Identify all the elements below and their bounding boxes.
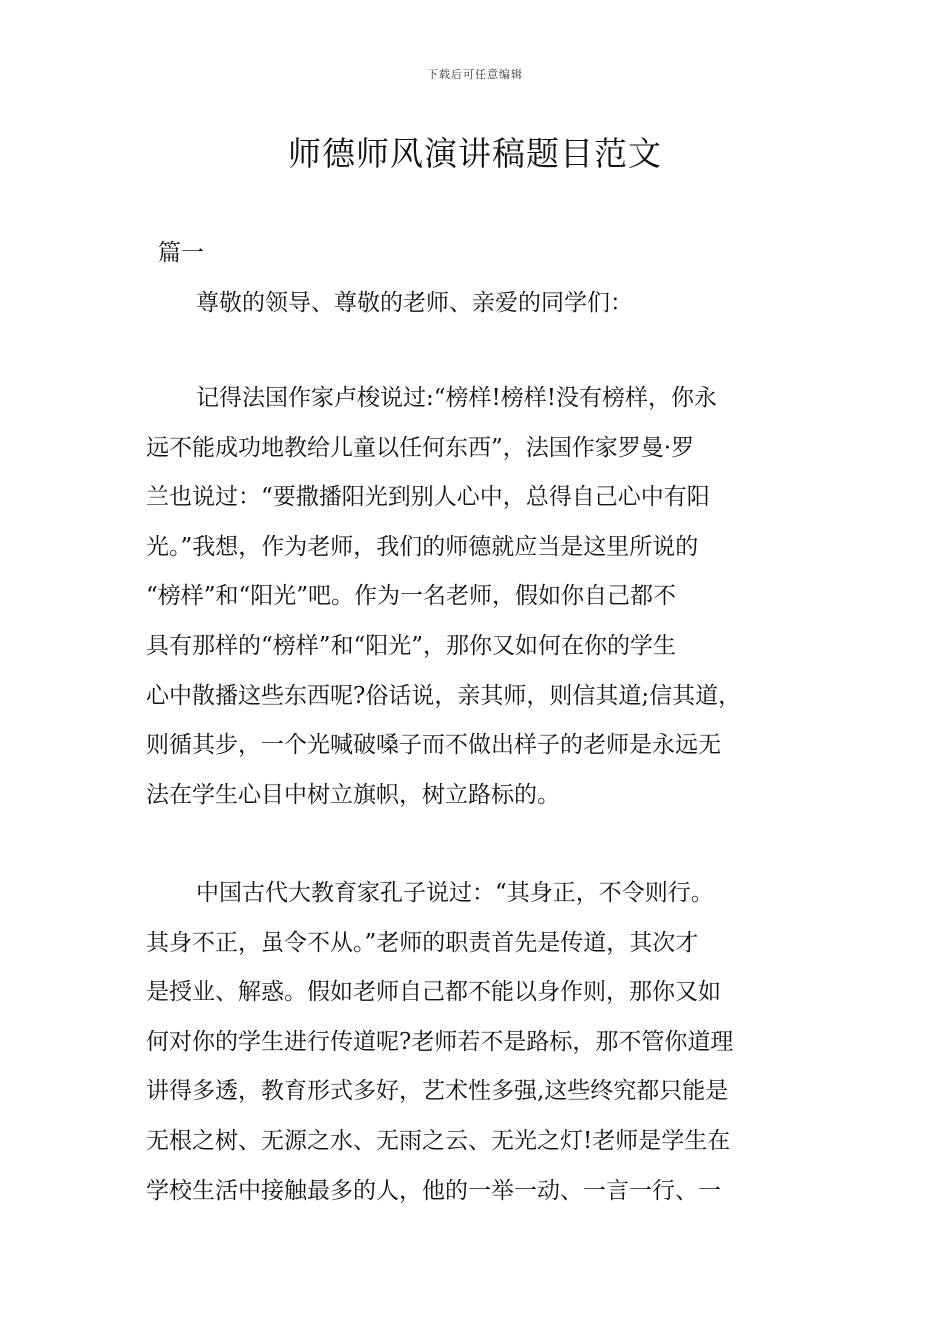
paragraph-line: 心中散播这些东西呢?俗话说，亲其师，则信其道;信其道， <box>146 682 742 709</box>
paragraph-line: 兰也说过：“要撒播阳光到别人心中，总得自己心中有阳 <box>146 484 710 511</box>
salutation: 尊敬的领导、尊敬的老师、亲爱的同学们： <box>196 290 633 316</box>
paragraph-line: 法在学生心目中树立旗帜，树立路标的。 <box>146 781 560 808</box>
paragraph-2 <box>146 869 810 1216</box>
header-note: 下载后可任意编辑 <box>427 68 523 81</box>
paragraph-line: 中国古代大教育家孔子说过：“其身正，不令则行。 <box>196 880 714 906</box>
paragraph-line: 何对你的学生进行传道呢?老师若不是路标，那不管你道理 <box>146 1028 734 1055</box>
paragraph-line: 其身不正，虽令不从。”老师的职责首先是传道，其次才 <box>146 929 699 956</box>
section-label: 篇一 <box>158 240 204 266</box>
paragraph-line: 是授业、解惑。假如老师自己都不能以身作则，那你又如 <box>146 979 721 1006</box>
paragraph-line: 讲得多透，教育形式多好，艺术性多强,这些终究都只能是 <box>146 1078 729 1105</box>
paragraph-line: 则循其步，一个光喊破嗓子而不做出样子的老师是永远无 <box>146 732 721 759</box>
paragraph-line: 光。”我想，作为老师，我们的师德就应当是这里所说的 <box>146 533 699 560</box>
paragraph-1 <box>146 374 810 820</box>
paragraph-line: 学校生活中接触最多的人，他的一举一动、一言一行、一 <box>146 1177 721 1204</box>
document-title: 师德师风演讲稿题目范文 <box>288 134 662 173</box>
paragraph-line: 无根之树、无源之水、无雨之云、无光之灯!老师是学生在 <box>146 1127 731 1154</box>
paragraph-line: 远不能成功地教给儿童以任何东西”，法国作家罗曼·罗 <box>146 434 695 461</box>
paragraph-line: “榜样”和“阳光”吧。作为一名老师，假如你自己都不 <box>146 583 677 610</box>
paragraph-line: 记得法国作家卢梭说过:“榜样!榜样!没有榜样，你永 <box>196 385 717 411</box>
paragraph-line: 具有那样的“榜样”和“阳光”，那你又如何在你的学生 <box>146 632 677 659</box>
